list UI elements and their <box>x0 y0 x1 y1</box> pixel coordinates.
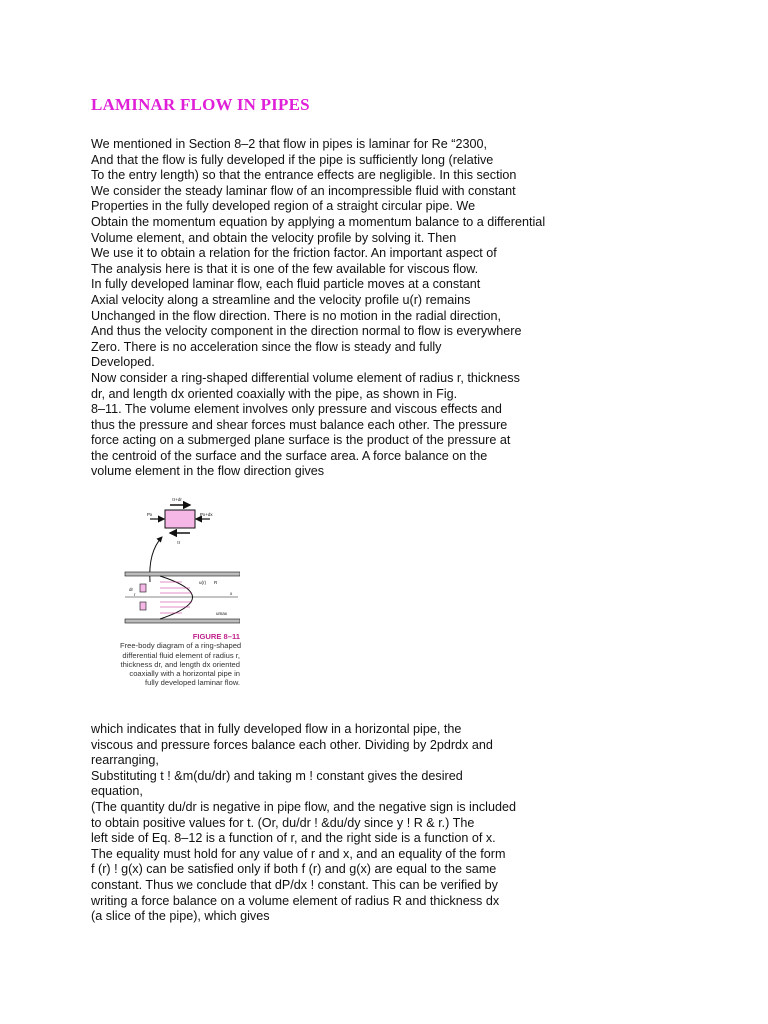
caption-line: thickness dr, and length dx oriented <box>120 659 240 669</box>
label-umax: umax <box>216 611 228 616</box>
ring-element-bottom <box>140 602 146 610</box>
label-top-force: τr+dr <box>172 497 182 502</box>
label-left-pressure: Px <box>147 512 153 517</box>
text-line: the centroid of the surface and the surface area. A force balance on the <box>91 448 488 463</box>
caption-line: differential fluid element of radius r, <box>122 650 240 660</box>
pipe-wall-bottom <box>125 619 240 623</box>
text-line: (a slice of the pipe), which gives <box>91 909 270 924</box>
label-dr: dr <box>129 587 134 592</box>
figure-title: FIGURE 8–11 <box>192 632 240 641</box>
text-line: We consider the steady laminar flow of an incompressible fluid with constant <box>91 183 516 198</box>
text-line: To the entry length) so that the entrance effects are negligible. In this section <box>91 168 517 183</box>
page-title: LAMINAR FLOW IN PIPES <box>91 95 310 114</box>
label-radius: R <box>214 580 218 585</box>
text-line: left side of Eq. 8–12 is a function of r, and the right side is a function of x. <box>91 831 496 846</box>
text-line: Substituting t ! &m(du/dr) and taking m ! constant gives the desired <box>91 768 463 783</box>
text-line: thus the pressure and shear forces must balance each other. The pressure <box>91 417 508 432</box>
text-line: f (r) ! g(x) can be satisfied only if both f (r) and g(x) are equal to the same <box>91 862 497 877</box>
label-bottom-force: τr <box>177 540 181 545</box>
label-u-r: u(r) <box>199 580 206 585</box>
text-line: Now consider a ring-shaped differential volume element of radius r, thickness <box>91 370 520 385</box>
text-line: writing a force balance on a volume element of radius R and thickness dx <box>91 893 500 908</box>
text-line: Developed. <box>91 355 155 370</box>
text-line: force acting on a submerged plane surface is the product of the pressure at <box>91 433 511 448</box>
paragraph-intro <box>91 137 751 480</box>
text-line: Properties in the fully developed region of a straight circular pipe. We <box>91 199 476 214</box>
caption-line: fully developed laminar flow. <box>145 678 240 688</box>
caption-line: coaxially with a horizontal pipe in <box>129 669 240 679</box>
label-axis-x: x <box>230 591 233 596</box>
text-line: 8–11. The volume element involves only pressure and viscous effects and <box>91 402 502 417</box>
figure-8-11 <box>120 492 240 702</box>
text-line: And thus the velocity component in the direction normal to flow is everywhere <box>91 324 522 339</box>
label-r: r <box>134 592 136 597</box>
text-line: volume element in the flow direction gives <box>91 464 325 479</box>
label-right-pressure: Px+dx <box>200 512 213 517</box>
figure-caption <box>120 632 240 688</box>
text-line: We mentioned in Section 8–2 that flow in pipes is laminar for Re “2300, <box>91 137 487 151</box>
velocity-profile <box>160 576 193 619</box>
paragraph-derivation <box>91 722 751 925</box>
ring-element-top <box>140 584 146 592</box>
text-line: The analysis here is that it is one of the few available for viscous flow. <box>91 261 479 276</box>
text-line: Axial velocity along a streamline and the velocity profile u(r) remains <box>91 292 471 307</box>
text-line: Zero. There is no acceleration since the flow is steady and fully <box>91 339 442 354</box>
text-line: Unchanged in the flow direction. There is no motion in the radial direction, <box>91 308 501 323</box>
text-line: (The quantity du/dr is negative in pipe flow, and the negative sign is included <box>91 799 516 814</box>
pipe-wall-top <box>125 572 240 576</box>
caption-line: Free-body diagram of a ring-shaped <box>120 641 242 651</box>
text-line: The equality must hold for any value of r and x, and an equality of the form <box>91 846 506 861</box>
fluid-element <box>165 510 195 528</box>
text-line: which indicates that in fully developed flow in a horizontal pipe, the <box>91 722 462 736</box>
text-line: to obtain positive values for t. (Or, du/dr ! &du/dy since y ! R & r.) The <box>91 815 475 830</box>
text-line: constant. Thus we conclude that dP/dx ! constant. This can be verified by <box>91 877 498 892</box>
text-line: rearranging, <box>91 753 159 768</box>
text-line: And that the flow is fully developed if the pipe is sufficiently long (relative <box>91 152 494 167</box>
text-line: We use it to obtain a relation for the friction factor. An important aspect of <box>91 246 497 261</box>
text-line: Volume element, and obtain the velocity profile by solving it. Then <box>91 230 457 245</box>
text-line: dr, and length dx oriented coaxially with the pipe, as shown in Fig. <box>91 386 458 401</box>
text-line: equation, <box>91 784 143 799</box>
free-body-diagram <box>120 492 240 632</box>
text-line: In fully developed laminar flow, each fluid particle moves at a constant <box>91 277 481 292</box>
text-line: viscous and pressure forces balance each other. Dividing by 2pdrdx and <box>91 737 493 752</box>
text-line: Obtain the momentum equation by applying a momentum balance to a differential <box>91 214 546 229</box>
